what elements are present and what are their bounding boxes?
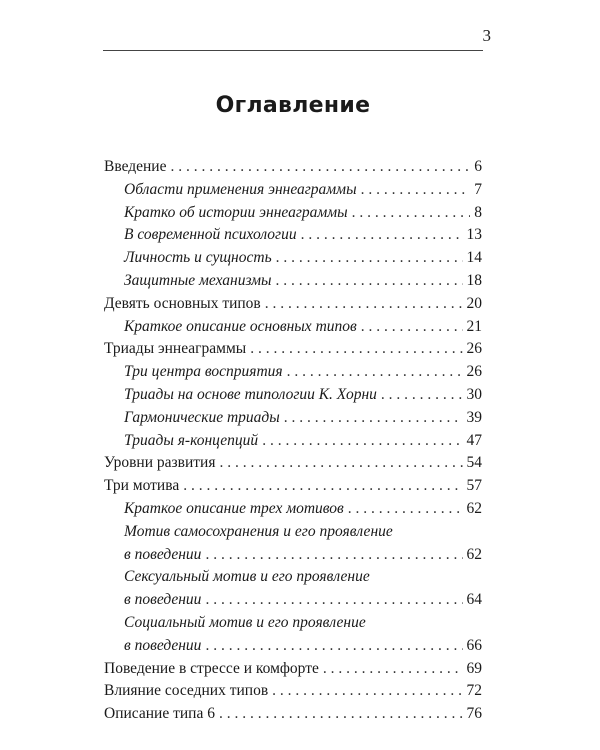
dot-leader <box>205 544 462 567</box>
toc-entry-page: 26 <box>466 363 482 381</box>
toc-entry-label: Три центра восприятия <box>124 363 283 381</box>
toc-entry-page: 72 <box>466 682 482 700</box>
toc-subentry[interactable] <box>104 566 482 589</box>
toc-entry-label: Кратко об истории эннеаграммы <box>124 203 348 221</box>
page-number: 3 <box>482 26 491 45</box>
toc-subentry[interactable] <box>104 247 482 270</box>
toc-entry-three-motives[interactable] <box>104 475 482 498</box>
toc-entry-page: 47 <box>466 431 482 449</box>
toc-subentry[interactable] <box>104 521 482 544</box>
dot-leader <box>262 430 462 453</box>
toc-subentry[interactable] <box>104 384 482 407</box>
toc-entry-label: Личность и сущность <box>124 249 272 267</box>
toc-entry-label: Уровни развития <box>104 454 216 472</box>
toc-entry-page: 7 <box>474 180 482 198</box>
toc-entry-continuation: в поведении <box>124 636 202 654</box>
dot-leader <box>205 635 462 658</box>
toc-entry-nine-types[interactable] <box>104 293 482 316</box>
toc-entry-label: Триады я-концепций <box>124 431 259 449</box>
toc-entry-page: 6 <box>474 158 482 175</box>
dot-leader <box>361 316 463 339</box>
toc-entry-continuation: в поведении <box>124 545 202 563</box>
dot-leader <box>272 680 462 703</box>
toc-entry-page: 62 <box>466 545 482 563</box>
dot-leader <box>183 475 462 498</box>
dot-leader <box>348 498 463 521</box>
toc-entry-page: 76 <box>466 705 482 723</box>
dot-leader <box>276 247 463 270</box>
toc-entry-page: 54 <box>466 454 482 472</box>
toc-entry-levels[interactable] <box>104 452 482 475</box>
toc-entry-page: 18 <box>466 271 482 289</box>
toc-entry-label: Сексуальный мотив и его проявление <box>124 568 370 586</box>
toc-entry-page: 30 <box>466 385 482 403</box>
toc-entry-label: Девять основных типов <box>104 294 261 312</box>
toc-entry-page: 14 <box>466 249 482 267</box>
toc-entry-page: 13 <box>466 226 482 244</box>
toc-subentry-continuation[interactable] <box>104 544 482 567</box>
toc-entry-page: 26 <box>466 340 482 358</box>
dot-leader <box>250 338 462 361</box>
toc-entry-label: Триады эннеаграммы <box>104 340 247 358</box>
page-title: Оглавление <box>215 93 371 118</box>
dot-leader <box>301 224 463 247</box>
toc-entry-neighbor-types[interactable] <box>104 680 482 703</box>
toc-entry-page: 66 <box>466 636 482 654</box>
dot-leader <box>284 407 463 430</box>
dot-leader <box>219 703 463 726</box>
toc-entry-introduction[interactable] <box>104 156 482 179</box>
toc-entry-label: Социальный мотив и его проявление <box>124 613 366 631</box>
toc-entry-stress-comfort[interactable] <box>104 658 482 681</box>
toc-subentry-continuation[interactable] <box>104 635 482 658</box>
toc-entry-label: Мотив самосохранения и его проявление <box>124 522 393 540</box>
toc-entry-page: 20 <box>466 294 482 312</box>
toc-subentry[interactable] <box>104 407 482 430</box>
toc-entry-type-6[interactable] <box>104 703 482 726</box>
toc-entry-continuation: в поведении <box>124 591 202 609</box>
toc-subentry[interactable] <box>104 316 482 339</box>
dot-leader <box>352 202 471 225</box>
toc-subentry[interactable] <box>104 179 482 202</box>
toc-entry-page: 8 <box>474 203 482 221</box>
toc-entry-label: Описание типа 6 <box>104 705 215 723</box>
toc-entry-label: Три мотива <box>104 477 180 495</box>
toc-entry-page: 57 <box>466 477 482 495</box>
dot-leader <box>323 658 463 681</box>
toc-entry-page: 69 <box>466 659 482 677</box>
toc-entry-page: 21 <box>466 317 482 335</box>
toc-entry-label: В современной психологии <box>124 226 297 244</box>
toc-subentry[interactable] <box>104 224 482 247</box>
dot-leader <box>265 293 463 316</box>
dot-leader <box>381 384 463 407</box>
toc-subentry[interactable] <box>104 361 482 384</box>
toc-entry-label: Защитные механизмы <box>124 271 272 289</box>
toc-entry-page: 39 <box>466 408 482 426</box>
toc-subentry[interactable] <box>104 430 482 453</box>
toc-entry-label: Области применения эннеаграммы <box>124 180 357 198</box>
toc-entry-page: 62 <box>466 499 482 517</box>
toc-subentry-continuation[interactable] <box>104 589 482 612</box>
dot-leader <box>170 156 470 179</box>
toc-subentry[interactable] <box>104 498 482 521</box>
toc-subentry[interactable] <box>104 202 482 225</box>
dot-leader <box>205 589 462 612</box>
table-of-contents <box>104 156 482 726</box>
toc-entry-triads[interactable] <box>104 338 482 361</box>
toc-entry-label: Гармонические триады <box>124 408 280 426</box>
toc-entry-label: Поведение в стрессе и комфорте <box>104 659 319 677</box>
dot-leader <box>219 452 462 475</box>
dot-leader <box>361 179 471 202</box>
toc-subentry[interactable] <box>104 270 482 293</box>
toc-entry-label: Введение <box>104 158 167 175</box>
toc-entry-label: Краткое описание трех мотивов <box>124 499 344 517</box>
dot-leader <box>287 361 463 384</box>
dot-leader <box>276 270 463 293</box>
toc-subentry[interactable] <box>104 612 482 635</box>
toc-entry-label: Триады на основе типологии К. Хорни <box>124 385 377 403</box>
toc-entry-label: Краткое описание основных типов <box>124 317 357 335</box>
toc-entry-page: 64 <box>466 591 482 609</box>
toc-entry-label: Влияние соседних типов <box>104 682 269 700</box>
header-rule <box>103 50 483 51</box>
